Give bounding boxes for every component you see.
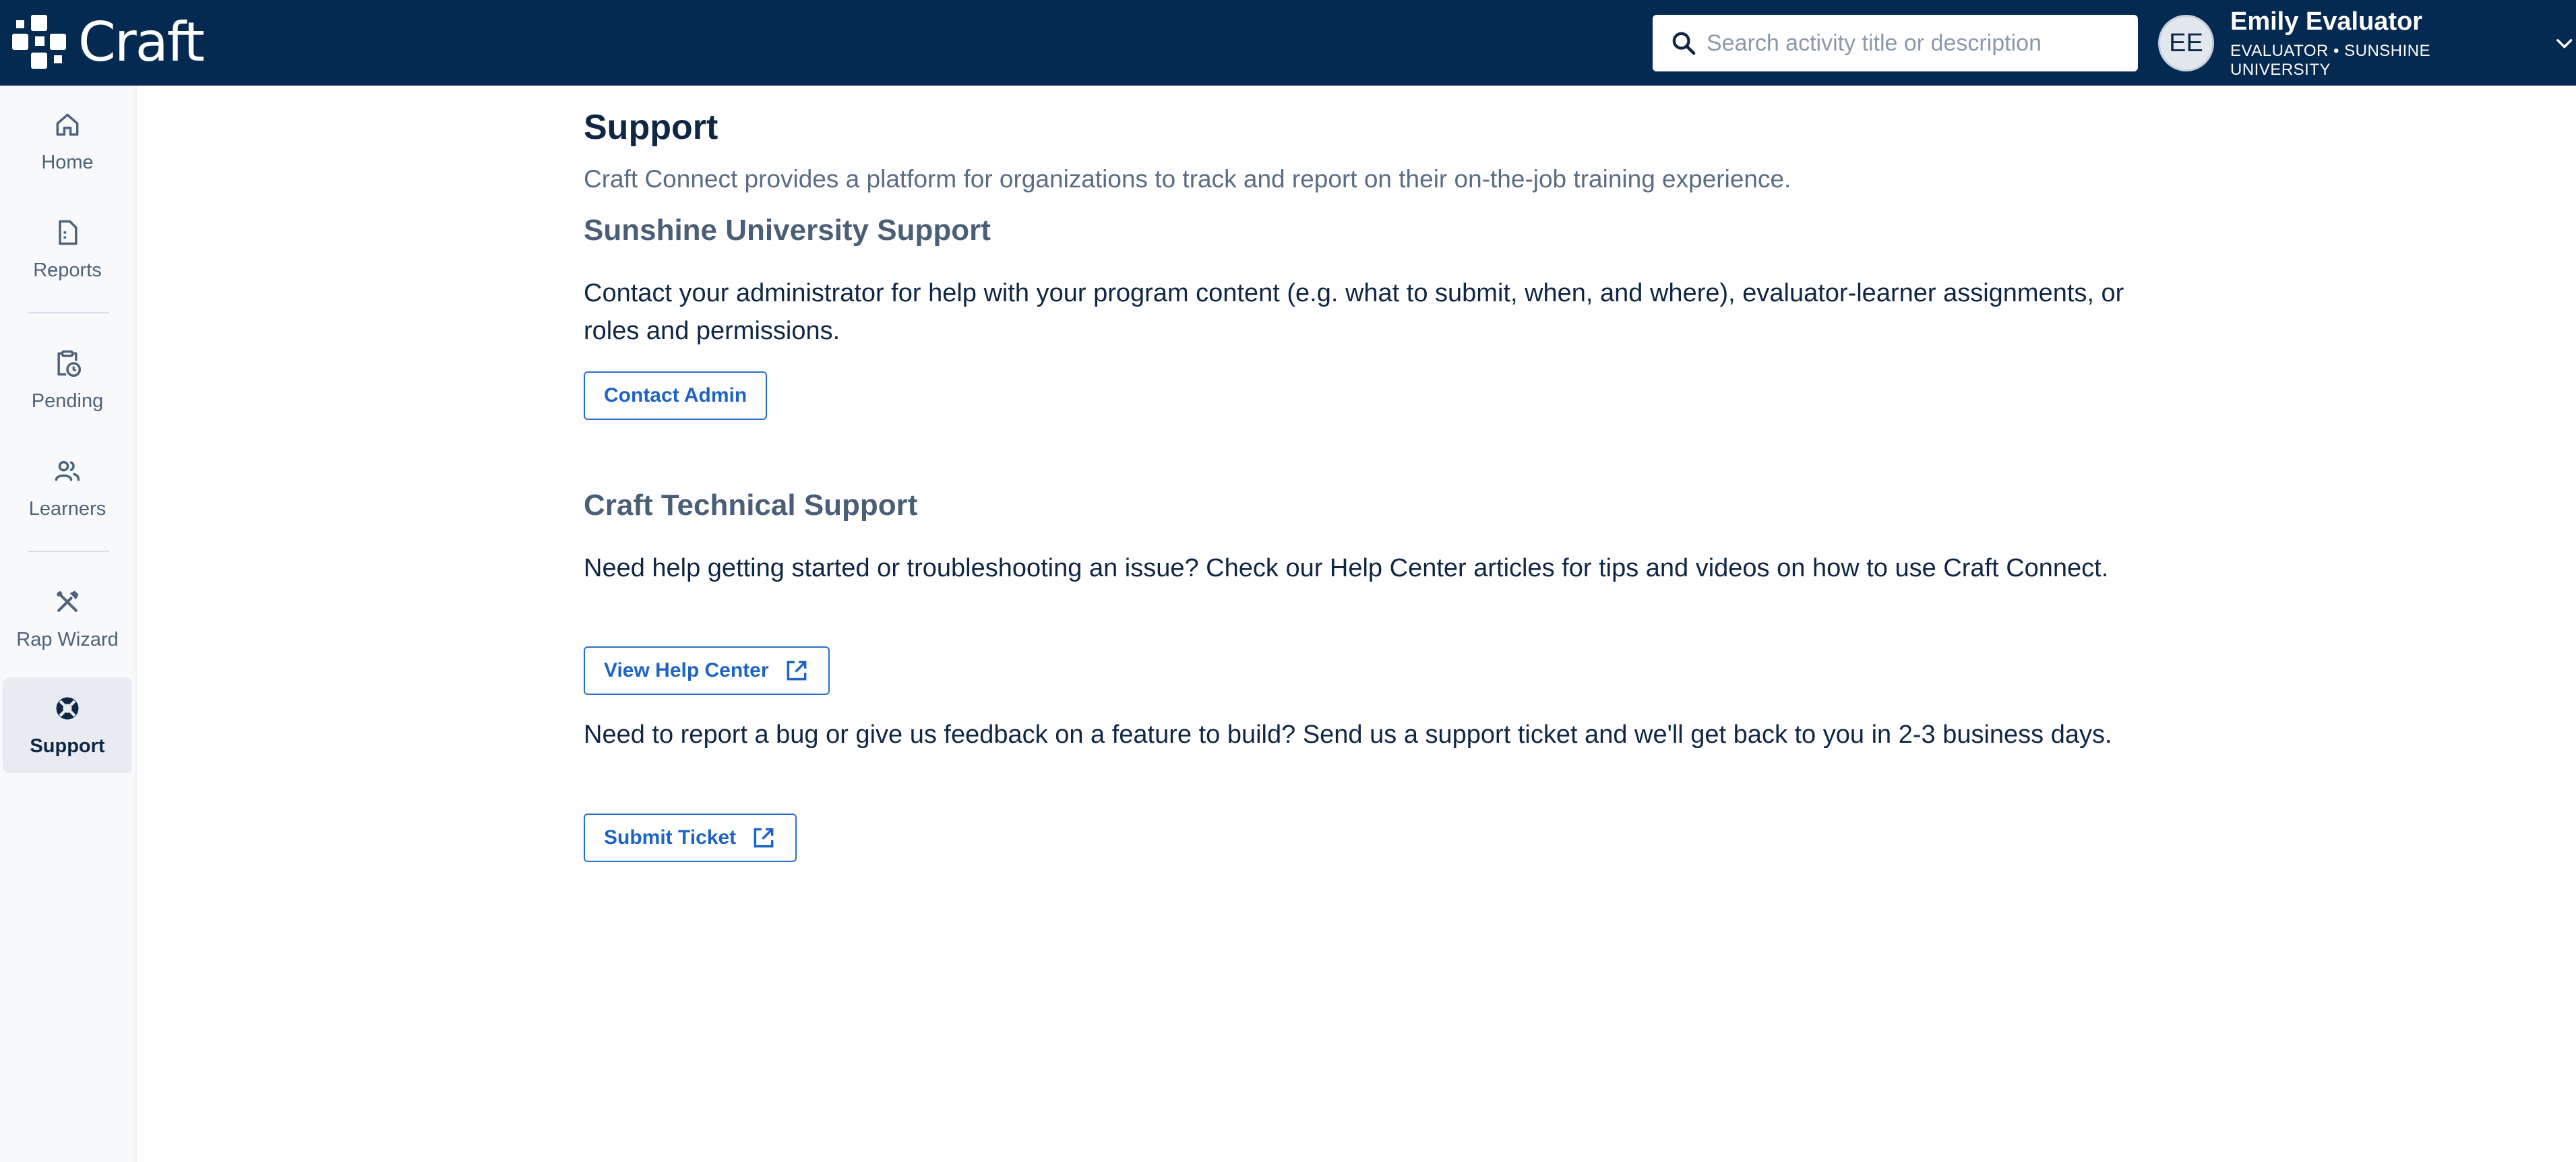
submit-ticket-button[interactable] (584, 814, 797, 862)
file-icon (53, 218, 82, 247)
search-box[interactable] (1653, 15, 2138, 71)
craft-logo-icon (11, 13, 69, 71)
sidebar-item-label: Home (41, 151, 94, 173)
technical-support-title: Craft Technical Support (584, 489, 918, 522)
sidebar-item-label: Reports (33, 259, 102, 281)
sidebar-item-label: Pending (31, 390, 104, 412)
sidebar-item-support[interactable] (3, 677, 132, 773)
tools-icon (53, 587, 82, 617)
sidebar-divider (28, 551, 109, 552)
search-icon (1670, 30, 1697, 57)
sidebar-item-label: Rap Wizard (16, 628, 119, 650)
help-center-text: Need help getting started or troubleshooting an issue? Check our Help Center articles for tips and videos on how to use Craft Connect. (584, 554, 2109, 582)
sidebar-item-learners[interactable] (3, 440, 132, 536)
contact-admin-label: Contact Admin (604, 384, 747, 406)
external-link-icon (751, 825, 776, 851)
contact-admin-button[interactable] (584, 371, 767, 420)
external-link-icon (784, 658, 809, 683)
sidebar-item-pending[interactable] (3, 332, 132, 428)
user-role: EVALUATOR • SUNSHINE UNIVERSITY (2230, 41, 2431, 79)
university-support-title: Sunshine University Support (584, 214, 991, 247)
sidebar-divider (28, 312, 109, 313)
page-title: Support (584, 108, 718, 147)
view-help-center-label: View Help Center (604, 659, 769, 681)
users-icon (53, 456, 82, 486)
search-input[interactable] (1707, 30, 2138, 57)
sidebar-item-reports[interactable] (3, 202, 132, 297)
chevron-down-icon[interactable] (2553, 32, 2576, 55)
user-menu[interactable] (2158, 7, 2576, 79)
craft-logo[interactable] (11, 13, 204, 71)
submit-ticket-label: Submit Ticket (604, 826, 737, 849)
sidebar-item-rap-wizard[interactable] (3, 571, 132, 667)
clipboard-clock-icon (53, 348, 82, 378)
avatar: EE (2158, 15, 2214, 71)
lifebuoy-icon (53, 694, 82, 723)
university-support-text: Contact your administrator for help with your program content (e.g. what to submit, when, and where), evaluator-learner assignments, or roles and permissions. (584, 279, 2124, 345)
page-subtitle: Craft Connect provides a platform for organizations to track and report on their on-the-job training experience. (584, 165, 1791, 193)
user-info (2230, 7, 2532, 80)
user-name: Emily Evaluator (2230, 7, 2423, 36)
sidebar (0, 86, 137, 1162)
top-bar (0, 0, 2576, 86)
sidebar-item-home[interactable] (3, 94, 132, 189)
sidebar-item-label: Support (30, 735, 105, 757)
support-ticket-text: Need to report a bug or give us feedback on a feature to build? Send us a support ticket and we'll get back to you in 2-3 business days. (584, 721, 2112, 749)
home-icon (53, 110, 82, 140)
sidebar-item-label: Learners (28, 497, 106, 520)
logo-text: Craft (78, 11, 204, 73)
view-help-center-button[interactable] (584, 646, 830, 695)
